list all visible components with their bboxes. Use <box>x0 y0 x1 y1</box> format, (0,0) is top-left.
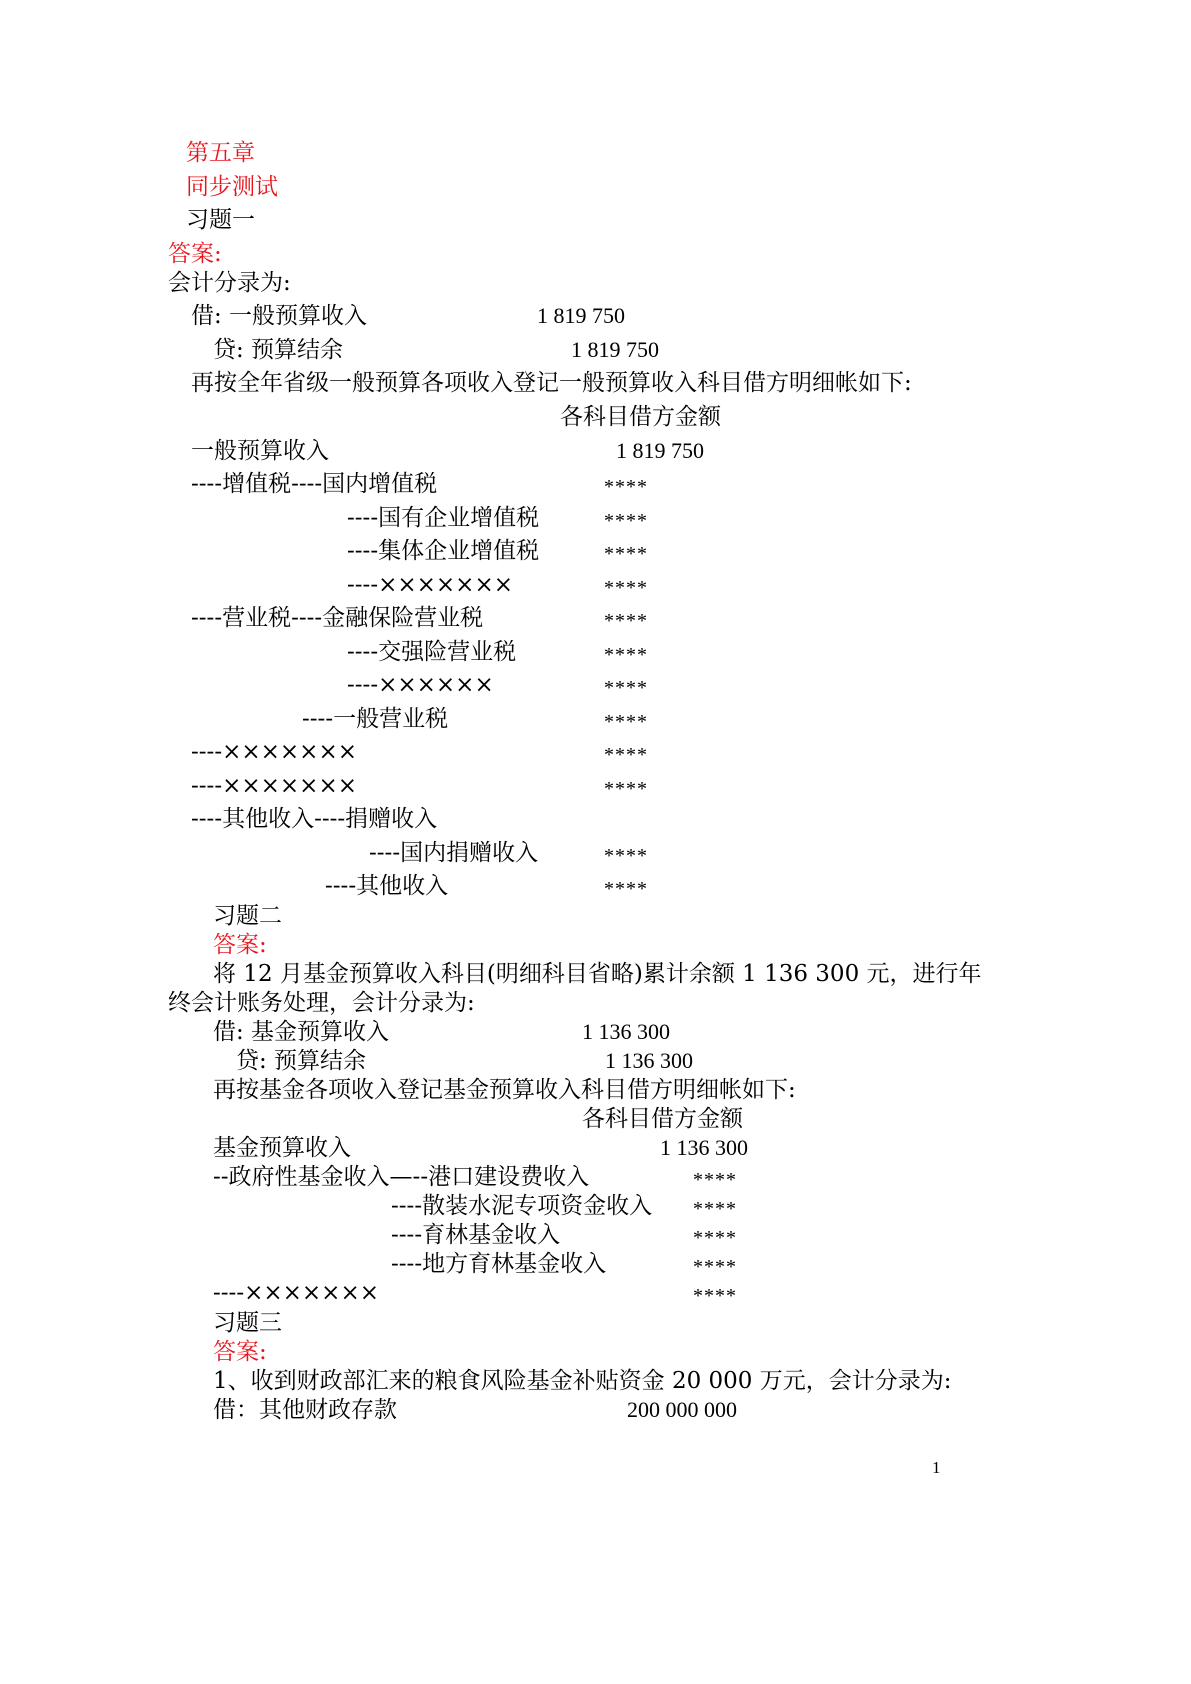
ex2-row-amount: **** <box>693 1198 737 1220</box>
ex1-column-header: 各科目借方金额 <box>560 404 721 430</box>
ex1-row-label: ----国有企业增值税 <box>347 505 540 531</box>
ex1-row-label: ----××××××× <box>191 739 357 765</box>
ex1-row-amount: **** <box>604 677 648 699</box>
ex2-row-label: ----××××××× <box>213 1280 379 1306</box>
section-title: 同步测试 <box>186 174 278 200</box>
ex2-row-label: ----育林基金收入 <box>391 1222 561 1248</box>
ex1-credit-amount: 1 819 750 <box>571 337 659 362</box>
ex1-row-amount: **** <box>604 778 648 800</box>
ex2-row-amount: 1 136 300 <box>660 1135 748 1160</box>
ex3-debit-amount: 200 000 000 <box>627 1397 737 1422</box>
ex2-paragraph-line1: 将 12 月基金预算收入科目(明细科目省略)累计余额 1 136 300 元，进行年 <box>213 961 982 987</box>
ex1-row-amount: **** <box>604 543 648 565</box>
ex1-row-label: 一般预算收入 <box>191 438 329 464</box>
ex3-answer-label: 答案: <box>213 1339 267 1365</box>
ex1-row-label: ----×××××× <box>347 672 494 698</box>
ex2-title: 习题二 <box>213 903 282 929</box>
ex1-answer-label: 答案: <box>168 241 222 267</box>
chapter-title: 第五章 <box>186 140 255 166</box>
ex1-row-amount: **** <box>604 577 648 599</box>
ex2-answer-label: 答案: <box>213 932 267 958</box>
ex1-credit-line: 贷: 预算结余 <box>213 337 344 363</box>
ex1-row-label: ----其他收入----捐赠收入 <box>191 806 438 832</box>
ex2-row-label: ----地方育林基金收入 <box>391 1251 607 1277</box>
ex1-debit-amount: 1 819 750 <box>537 303 625 328</box>
ex1-row-label: ----增值税----国内增值税 <box>191 471 438 497</box>
ex2-column-header: 各科目借方金额 <box>582 1106 743 1132</box>
ex2-row-amount: **** <box>693 1256 737 1278</box>
ex1-row-label: ----××××××× <box>191 773 357 799</box>
ex2-row-amount: **** <box>693 1227 737 1249</box>
ex2-credit-amount: 1 136 300 <box>605 1048 693 1073</box>
ex1-row-amount: 1 819 750 <box>616 438 704 463</box>
ex1-row-amount: **** <box>604 476 648 498</box>
ex2-credit-line: 贷: 预算结余 <box>236 1048 367 1074</box>
ex1-row-label: ----一般营业税 <box>302 706 449 732</box>
ex1-ledger-intro: 再按全年省级一般预算各项收入登记一般预算收入科目借方明细帐如下: <box>191 370 912 396</box>
ex1-row-label: ----集体企业增值税 <box>347 538 540 564</box>
ex3-title: 习题三 <box>213 1310 282 1336</box>
ex1-row-label: ----营业税----金融保险营业税 <box>191 605 484 631</box>
ex1-row-amount: **** <box>604 610 648 632</box>
ex1-row-amount: **** <box>604 510 648 532</box>
ex1-row-label: ----国内捐赠收入 <box>369 840 539 866</box>
page-number: 1 <box>932 1458 941 1477</box>
ex2-paragraph-line2: 终会计账务处理，会计分录为: <box>168 990 475 1016</box>
ex2-row-label: 基金预算收入 <box>213 1135 351 1161</box>
ex1-row-amount: **** <box>604 878 648 900</box>
ex1-row-amount: **** <box>604 845 648 867</box>
ex1-title: 习题一 <box>186 207 255 233</box>
ex1-row-label: ----其他收入 <box>325 873 449 899</box>
ex3-debit-line: 借：其他财政存款 <box>213 1397 397 1423</box>
ex2-row-label: --政府性基金收入—--港口建设费收入 <box>213 1164 590 1190</box>
ex1-debit-line: 借: 一般预算收入 <box>191 303 368 329</box>
ex1-row-label: ----××××××× <box>347 572 513 598</box>
ex1-row-amount: **** <box>604 711 648 733</box>
ex1-row-label: ----交强险营业税 <box>347 639 517 665</box>
ex1-intro: 会计分录为: <box>168 270 291 296</box>
ex1-row-amount: **** <box>604 744 648 766</box>
ex2-row-label: ----散装水泥专项资金收入 <box>391 1193 653 1219</box>
ex2-row-amount: **** <box>693 1285 737 1307</box>
ex2-ledger-intro: 再按基金各项收入登记基金预算收入科目借方明细帐如下: <box>213 1077 796 1103</box>
ex1-row-amount: **** <box>604 644 648 666</box>
ex2-debit-amount: 1 136 300 <box>582 1019 670 1044</box>
ex2-row-amount: **** <box>693 1169 737 1191</box>
ex2-debit-line: 借: 基金预算收入 <box>213 1019 390 1045</box>
ex3-item1: 1、收到财政部汇来的粮食风险基金补贴资金 20 000 万元，会计分录为: <box>213 1368 952 1394</box>
